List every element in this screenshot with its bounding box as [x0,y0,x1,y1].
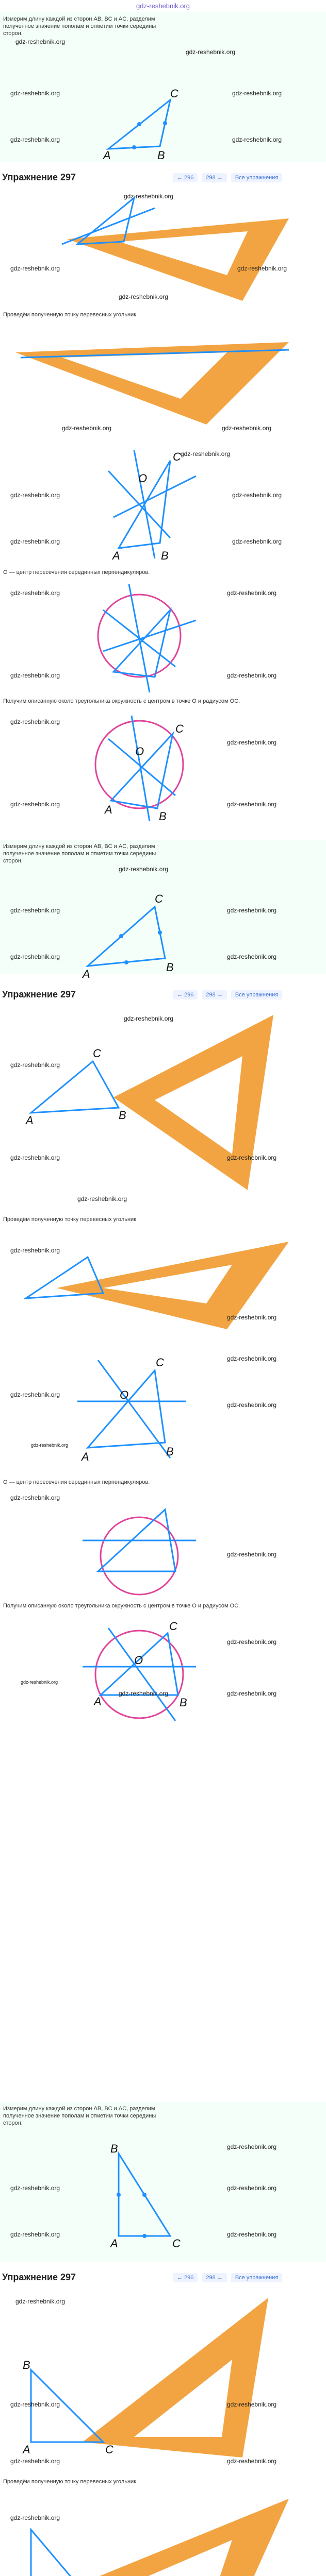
svg-text:A: A [83,968,90,980]
svg-text:A: A [112,549,120,562]
watermark: gdz-reshebnik.org [227,953,277,960]
exercise-title: Упражнение 297 [2,172,76,182]
watermark: gdz-reshebnik.org [10,1061,60,1069]
svg-text:O: O [134,1654,143,1667]
exercise-title: Упражнение 297 [2,989,76,999]
prev-exercise-link[interactable]: ← 296 [173,990,198,999]
watermark: gdz-reshebnik.org [10,538,60,545]
watermark: gdz-reshebnik.org [227,2184,277,2192]
figure-4 [0,1340,326,1473]
watermark: gdz-reshebnik.org [10,801,60,808]
step-2-text: Проведём полученную точку перевесных угольник. [3,312,138,318]
figure-6 [0,1618,326,1731]
figure-6 [0,708,326,826]
watermark: gdz-reshebnik.org [227,1638,277,1646]
watermark: gdz-reshebnik.org [10,2514,60,2521]
watermark: gdz-reshebnik.org [227,2401,277,2408]
watermark: gdz-reshebnik.org [10,90,60,97]
step-2-text: Проведём полученную точку перевесных угольник. [3,1216,138,1223]
exercise-title: Упражнение 297 [2,2272,76,2282]
watermark: gdz-reshebnik.org [10,265,60,272]
watermark: gdz-reshebnik.org [227,1401,277,1409]
perpendiculars-drawing [0,1340,326,1473]
svg-text:B: B [159,810,167,823]
figure-3 [0,1226,326,1340]
watermark: gdz-reshebnik.org [227,1314,277,1321]
next-exercise-link[interactable]: 298 → [202,173,226,182]
watermark: gdz-reshebnik.org [10,2231,60,2238]
watermark: gdz-reshebnik.org [10,589,60,597]
svg-text:C: C [169,1620,177,1633]
all-exercises-link[interactable]: Все упражнения [231,2273,282,2282]
watermark: gdz-reshebnik.org [227,1154,277,1161]
watermark: gdz-reshebnik.org [124,193,174,200]
watermark: gdz-reshebnik.org [227,2231,277,2238]
all-exercises-link[interactable]: Все упражнения [231,173,282,182]
watermark: gdz-reshebnik.org [119,866,169,873]
set-square-drawing [0,1226,326,1340]
figure-1 [0,2123,326,2257]
svg-text:O: O [135,745,144,758]
watermark: gdz-reshebnik.org [10,2401,60,2408]
watermark: gdz-reshebnik.org [10,1247,60,1254]
watermark: gdz-reshebnik.org [227,1551,277,1558]
watermark: gdz-reshebnik.org [227,907,277,914]
svg-text:C: C [175,722,184,735]
watermark: gdz-reshebnik.org [10,136,60,143]
svg-text:B: B [166,961,174,974]
figure-3 [0,321,326,440]
circumcircle-drawing [0,708,326,826]
watermark: gdz-reshebnik.org [237,265,287,272]
next-exercise-link[interactable]: 298 → [202,2273,226,2282]
watermark: gdz-reshebnik.org [232,136,282,143]
figure-2 [0,188,326,306]
label-a: A [103,149,111,162]
step-2-text: Проведём полученную точку перевесных угольник. [3,2479,138,2485]
watermark: gdz-reshebnik.org [227,801,277,808]
svg-text:B: B [23,2359,30,2371]
svg-text:C: C [156,1356,164,1369]
step-3-text: O — центр пересечения серединных перпендикуляров. [3,1479,150,1485]
figure-1 [0,33,326,162]
svg-text:O: O [138,472,148,485]
exercise-nav [173,173,282,182]
svg-text:B: B [166,1445,174,1458]
svg-text:A: A [94,1695,102,1708]
watermark: gdz-reshebnik.org [10,1494,60,1501]
step-4-text: Получим описанную около треугольника окружность с центром в точке O и радиусом OC. [3,698,240,704]
watermark: gdz-reshebnik.org [227,2458,277,2465]
step-1-text: Измерим длину каждой из сторон AB, BC и AC, разделим полученное значение пополам и отметим точки середины сторон. [3,16,156,37]
watermark: gdz-reshebnik.org [222,425,272,432]
svg-text:A: A [82,1450,89,1463]
svg-text:C: C [173,450,181,463]
watermark: gdz-reshebnik.org [181,450,231,457]
svg-text:B: B [180,1696,187,1709]
watermark: gdz-reshebnik.org [119,293,169,300]
watermark: gdz-reshebnik.org [10,672,60,679]
variant-obtuse [0,840,326,2097]
perpendiculars-drawing [0,440,326,564]
svg-text:B: B [161,549,169,562]
watermark: gdz-reshebnik.org [77,1195,127,1202]
watermark: gdz-reshebnik.org [119,1690,169,1697]
watermark: gdz-reshebnik.org [10,1154,60,1161]
exercise-nav [173,990,282,999]
circumcircle-drawing [0,1618,326,1731]
watermark: gdz-reshebnik.org [227,2143,277,2150]
next-exercise-link[interactable]: 298 → [202,990,226,999]
exercise-nav [173,2273,282,2282]
step-3-text: O — центр пересечения серединных перпендикуляров. [3,569,150,575]
figure-1 [0,860,326,979]
variant-right [0,2102,326,2576]
svg-text:A: A [105,803,112,816]
watermark: gdz-reshebnik.org [10,718,60,725]
figure-2 [0,2287,326,2473]
set-square-drawing [0,2287,326,2473]
watermark: gdz-reshebnik.org [227,739,277,746]
watermark: gdz-reshebnik.org [62,425,112,432]
svg-text:B: B [110,2142,118,2155]
variant-acute [0,12,326,832]
watermark: gdz-reshebnik.org [186,48,236,56]
step-1-text: Измерим длину каждой из сторон AB, BC и AC, разделим полученное значение пополам и отметим точки середины сторон. [3,2106,156,2126]
prev-exercise-link[interactable]: ← 296 [173,173,198,182]
watermark: gdz-reshebnik.org [31,1443,69,1448]
figure-2 [0,1005,326,1211]
svg-text:A: A [26,1114,34,1127]
watermark: gdz-reshebnik.org [227,672,277,679]
watermark: gdz-reshebnik.org [227,589,277,597]
perpendiculars-drawing [0,1489,326,1602]
step-1-text: Измерим длину каждой из сторон AB, BC и AC, разделим полученное значение пополам и отметим точки середины сторон. [3,843,156,864]
watermark: gdz-reshebnik.org [232,90,282,97]
watermark: gdz-reshebnik.org [15,2298,66,2305]
figure-5 [0,1489,326,1602]
set-square-drawing [0,2488,326,2576]
watermark: gdz-reshebnik.org [227,1690,277,1697]
step-4-text: Получим описанную около треугольника окружность с центром в точке O и радиусом OC. [3,1603,240,1609]
exercise-header [0,167,326,188]
watermark: gdz-reshebnik.org [21,1680,58,1685]
set-square-drawing [0,188,326,306]
watermark: gdz-reshebnik.org [15,38,66,45]
site-title[interactable]: gdz-reshebnik.org [136,2,190,10]
watermark: gdz-reshebnik.org [10,1391,60,1398]
all-exercises-link[interactable]: Все упражнения [231,990,282,999]
set-square-drawing [0,1005,326,1211]
watermark: gdz-reshebnik.org [10,492,60,499]
prev-exercise-link[interactable]: ← 296 [173,2273,198,2282]
watermark: gdz-reshebnik.org [232,492,282,499]
svg-text:A: A [110,2237,118,2250]
svg-text:C: C [93,1047,101,1060]
triangle-drawing [0,860,326,979]
watermark: gdz-reshebnik.org [232,538,282,545]
watermark: gdz-reshebnik.org [227,1355,277,1362]
exercise-header [0,2267,326,2287]
watermark: gdz-reshebnik.org [10,907,60,914]
watermark: gdz-reshebnik.org [10,953,60,960]
svg-text:C: C [172,2237,181,2250]
figure-3 [0,2488,326,2576]
set-square-drawing [0,321,326,440]
svg-text:O: O [120,1388,129,1401]
perpendiculars-drawing [0,579,326,698]
watermark: gdz-reshebnik.org [10,2184,60,2192]
svg-text:C: C [105,2443,113,2456]
watermark: gdz-reshebnik.org [124,1015,174,1022]
label-c: C [170,87,178,100]
exercise-header [0,984,326,1005]
label-b: B [157,149,165,162]
svg-text:B: B [119,1109,126,1122]
watermark: gdz-reshebnik.org [10,2458,60,2465]
svg-text:A: A [23,2443,30,2456]
svg-text:C: C [155,892,163,905]
figure-4 [0,440,326,564]
figure-5 [0,579,326,698]
